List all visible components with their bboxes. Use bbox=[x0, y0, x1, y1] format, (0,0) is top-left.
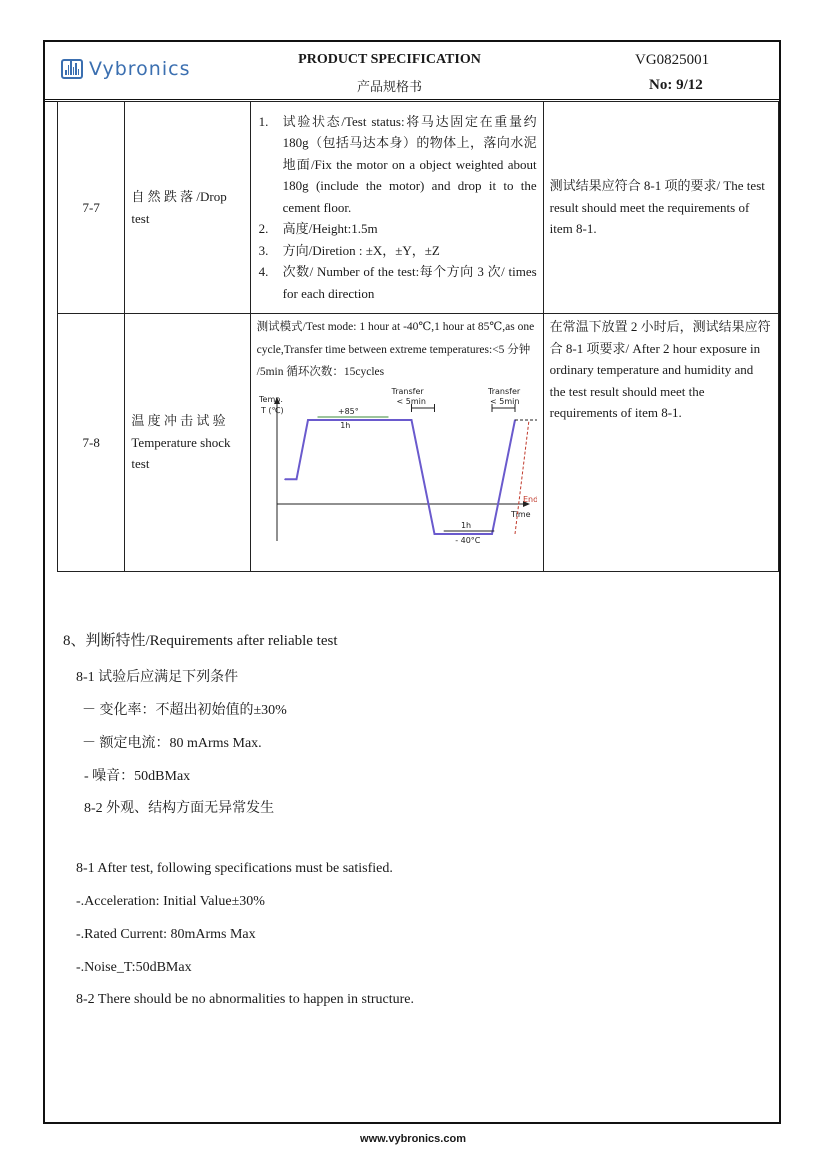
transfer-time-2: < 5min bbox=[489, 396, 520, 406]
low-duration-label: 1h bbox=[460, 520, 471, 530]
condition-steps bbox=[257, 111, 537, 305]
cn-line: - 噪音：50dBMax bbox=[84, 769, 191, 784]
low-temp-label: - 40°C bbox=[454, 535, 481, 545]
row-number: 7-7 bbox=[58, 102, 125, 314]
doc-subtitle: 产品规格书 bbox=[356, 79, 422, 94]
doc-number: VG0825001 bbox=[635, 52, 710, 68]
y-axis-label: Temp. bbox=[258, 394, 283, 404]
cn-line: － 额定电流：80 mArms Max. bbox=[82, 736, 262, 751]
test-result: 测试结果应符合 8-1 项的要求/ The test result should meet the requirements of item 8-1. bbox=[543, 102, 778, 314]
brand-logo bbox=[61, 58, 190, 80]
data-point bbox=[307, 419, 309, 421]
data-point bbox=[433, 533, 435, 535]
list-item: 2. 高度/Height:1.5m bbox=[258, 221, 378, 237]
test-condition bbox=[250, 314, 543, 572]
series-line-cycle bbox=[285, 420, 515, 534]
row-number: 7-8 bbox=[58, 314, 125, 572]
table-row bbox=[58, 102, 779, 314]
test-mode-text: 测试模式/Test mode: 1 hour at -40℃,1 hour at 85℃,as one cycle,Transfer time between extreme temperatures:<5 分钟 /5min 循环次数：15cycles bbox=[256, 321, 535, 378]
list-item: 1. 试验状态/Test status:将马达固定在重量约 180g（包括马达本身）的物体上，落向水泥地面/Fix the motor on a object weighted about 180g (include the motor) and drop it to the cement floor. bbox=[258, 113, 537, 215]
high-duration-label: 1h bbox=[339, 420, 351, 430]
high-temp-label: +85° bbox=[337, 406, 359, 416]
page-frame bbox=[43, 40, 781, 1124]
transfer-label-2: Transfer bbox=[487, 386, 520, 396]
test-table bbox=[57, 101, 779, 572]
doc-title: PRODUCT SPECIFICATION bbox=[298, 52, 481, 67]
test-condition bbox=[250, 102, 543, 314]
y-axis-unit: T (℃) bbox=[260, 405, 284, 415]
en-line: -.Rated Current: 80mArms Max bbox=[76, 927, 256, 942]
temperature-cycle-chart bbox=[257, 384, 537, 552]
x-axis-label: Time bbox=[510, 509, 531, 519]
transfer-time-1: < 5min bbox=[396, 396, 426, 406]
cn-line: 8-2 外观、结构方面无异常发生 bbox=[84, 801, 275, 816]
en-line: 8-1 After test, following specifications must be satisfied. bbox=[76, 861, 393, 876]
en-line: 8-2 There should be no abnormalities to happen in structure. bbox=[76, 992, 414, 1007]
test-item: 温 度 冲 击 试 验 Temperature shock test bbox=[125, 314, 250, 572]
data-point bbox=[284, 478, 286, 480]
data-point bbox=[410, 419, 412, 421]
test-result: 在常温下放置 2 小时后，测试结果应符合 8-1 项要求/ After 2 hour exposure in ordinary temperature and humidity and the test result should meet the requirements of item 8-1. bbox=[543, 314, 778, 572]
end-label: End bbox=[522, 494, 537, 504]
data-point bbox=[445, 533, 447, 535]
data-point bbox=[318, 419, 320, 421]
test-item: 自 然 跌 落 /Drop test bbox=[125, 102, 250, 314]
transfer-label-1: Transfer bbox=[391, 386, 424, 396]
data-point bbox=[491, 533, 493, 535]
cn-line: － 变化率：不超出初始值的±30% bbox=[82, 703, 287, 718]
list-item: 3. 方向/Diretion : ±X，±Y，±Z bbox=[258, 242, 440, 258]
page-number: No: 9/12 bbox=[649, 77, 703, 93]
en-line: -.Acceleration: Initial Value±30% bbox=[76, 894, 265, 909]
en-line: -.Noise_T:50dBMax bbox=[76, 960, 192, 975]
cn-line: 8-1 试验后应满足下列条件 bbox=[76, 670, 239, 685]
table-row bbox=[58, 314, 779, 572]
wave-icon bbox=[61, 59, 83, 79]
page-header bbox=[45, 42, 779, 102]
brand-name: Vybronics bbox=[89, 58, 191, 80]
data-point bbox=[295, 478, 297, 480]
section-heading: 8、判断特性/Requirements after reliable test bbox=[63, 633, 338, 649]
footer-url: www.vybronics.com bbox=[360, 1133, 466, 1145]
list-item: 4. 次数/ Number of the test:每个方向 3 次/ times for each direction bbox=[258, 264, 537, 301]
